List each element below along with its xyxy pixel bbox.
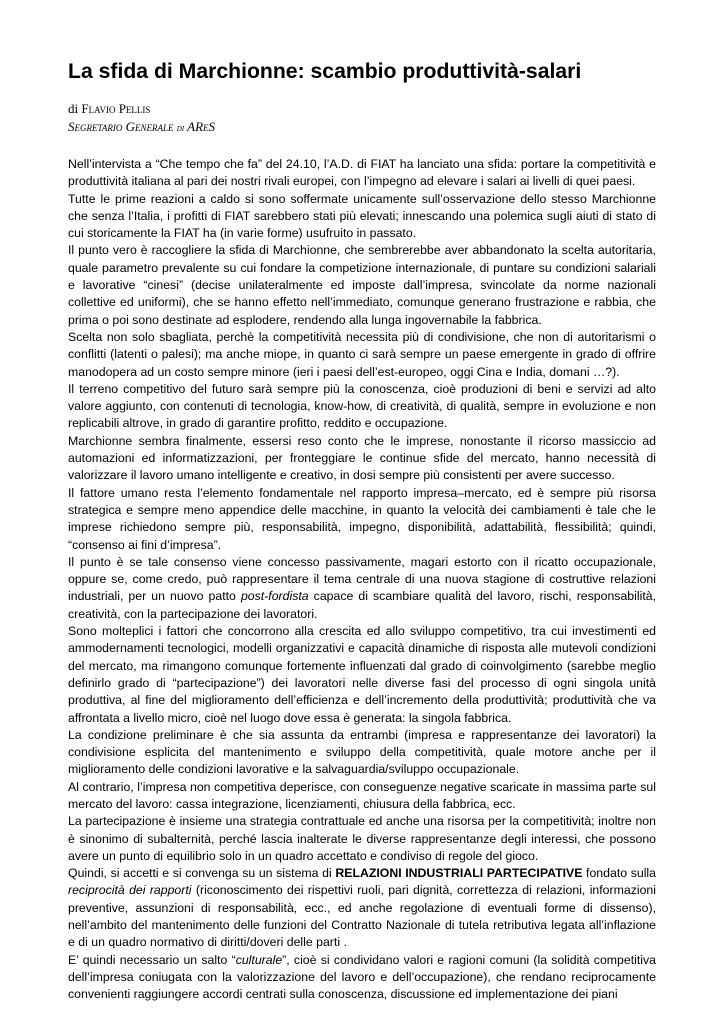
author-org: AReS bbox=[187, 119, 216, 134]
paragraph-14-text: E’ quindi necessario un salto “ bbox=[68, 952, 236, 967]
page-title: La sfida di Marchionne: scambio produttività-salari bbox=[68, 60, 582, 83]
paragraph-8-text-end: capace di scambiare qualità del lavoro, rischi, responsabilità, creatività, con la partecipazione dei lavoratori. bbox=[68, 589, 656, 621]
paragraph-11: Al contrario, l’impresa non competitiva deperisce, con conseguenze negative scaricate in massima parte sul mercato del lavoro: cassa integrazione, licenziamenti, chiusura della fabbrica, ecc. bbox=[68, 779, 656, 811]
paragraph-2: Tutte le prime reazioni a caldo si sono soffermate unicamente sull’osservazione dello stesso Marchionne che senza l’Italia, i profitti di FIAT sarebbero stati più elevati; innescando una polemica sugli aiuti di stato di cui storicamente la FIAT ha (in varie forme) usufruito in passato. bbox=[68, 191, 656, 241]
paragraph-10: La condizione preliminare è che sia assunta da entrambi (impresa e rappresentanze dei lavoratori) la condivisione esplicita del mantenimento e sviluppo della competitività, quale motore anche per il miglioramento delle condizioni lavorative e la salvaguardia/sviluppo occupazionale. bbox=[68, 727, 656, 777]
author-role bbox=[68, 118, 215, 138]
paragraph-12: La partecipazione è insieme una strategia contrattuale ed anche una risorsa per la competitività; inoltre non è sinonimo di subalternità, perché lascia inalterate le diverse rappresentanze degli interessi, che possono avere un punto di equilibrio solo in un quadro accettato e condiviso di regole del gioco. bbox=[68, 814, 656, 863]
paragraph-5: Il terreno competitivo del futuro sarà sempre più la conoscenza, cioè produzioni di beni e servizi ad alto valore aggiunto, con contenuti di tecnologia, know-how, di creatività, di qualità, sempre in evoluzione e non replicabili altrove, in grado di garantire profitto, reddito e occupazione. bbox=[68, 381, 656, 431]
paragraph-13 bbox=[68, 865, 656, 951]
author-role-text: Segretario Generale bbox=[68, 119, 174, 134]
paragraph-13-text: Quindi, si accetti e si convenga su un sistema di bbox=[68, 866, 336, 881]
paragraph-8-text: Il punto è se tale consenso viene concesso passivamente, magari estorto con il ricatto occupazionale, oppure se, come credo, può rappresentare il tema centrale di una nuova stagione di costruttive relazioni industriali, per un nuovo patto bbox=[68, 554, 656, 604]
article-body bbox=[68, 156, 656, 1004]
paragraph-9: Sono molteplici i fattori che concorrono alla crescita ed allo sviluppo competitivo, tra cui investimenti ed ammodernamenti tecnologici, modelli organizzativi e capacità dinamiche di risposta alle mutevoli condizioni del mercato, ma rimangono comunque fortemente influenzati dal grado di coinvolgimento (sarebbe meglio definirlo grado di “partecipazione”) dei lavoratori nelle diverse fasi del processo di ogni singola unità produttiva, al fine del miglioramento dell’efficienza e dell’incremento della produttività; produttività che va affrontata a livello micro, cioè nel luogo dove essa è generata: la singola fabbrica. bbox=[68, 624, 656, 725]
author-role-of: di bbox=[176, 123, 185, 134]
paragraph-13-strong: RELAZIONI INDUSTRIALI PARTECIPATIVE bbox=[335, 866, 583, 881]
paragraph-8 bbox=[68, 554, 656, 623]
paragraph-6: Marchionne sembra finalmente, essersi reso conto che le imprese, nonostante il ricorso massiccio ad automazioni ed informatizzazioni, per fronteggiare le continue sfide del mercato, hanno necessità di valorizzare il lavoro umano intelligente e creativo, in dosi sempre più consistenti per avere successo. bbox=[68, 433, 656, 483]
paragraph-4: Scelta non solo sbagliata, perchè la competitività necessita più di condivisione, che non di autoritarismi o conflitti (latenti o palesi); ma anche miope, in quanto ci sarà sempre un paese emergente in grado di offrire manodopera ad un costo sempre minore (ieri i paesi dell’est-europeo, oggi Cina e India, domani …?). bbox=[68, 329, 656, 379]
author-line bbox=[68, 100, 150, 118]
paragraph-14-text-end: ”, cioè si condividano valori e ragioni comuni (la solidità competitiva dell’impresa coniugata con la valorizzazione del lavoro e dell’occupazione), che rendano reciprocamente convenienti raggiungere accordi centrati sulla conoscenza, discussione ed implementazione dei piani bbox=[68, 952, 656, 1002]
paragraph-13-emphasis: reciprocità dei rapporti bbox=[68, 883, 192, 898]
author-name: Flavio Pellis bbox=[81, 101, 151, 116]
paragraph-14 bbox=[68, 952, 656, 1004]
author-prefix: di bbox=[68, 101, 79, 116]
paragraph-14-emphasis: culturale bbox=[235, 952, 283, 967]
paragraph-13-text-mid: fondato sulla bbox=[582, 866, 657, 881]
paragraph-3: Il punto vero è raccogliere la sfida di Marchionne, che sembrerebbe aver abbandonato la scelta autoritaria, quale parametro prevalente su cui fondare la competizione internazionale, di puntare su condizioni salariali e lavorative “cinesi” (decise unilateralmente ed imposte dall’impresa, svincolate da norme nazionali collettive ed uniformi), che se hanno effetto nell’immediato, comunque generano frustrazione e rabbia, che prima o poi sono destinate ad esplodere, rendendo alla lunga ingovernabile la fabbrica. bbox=[68, 243, 656, 327]
paragraph-8-emphasis: post-fordista bbox=[240, 589, 309, 604]
paragraph-1: Nell’intervista a “Che tempo che fa” del 24.10, l’A.D. di FIAT ha lanciato una sfida: portare la competitività e produttività italiana al pari dei nostri rivali europei, con l’impegno ad elevare i salari ai livelli di quei paesi. bbox=[68, 157, 656, 189]
paragraph-7: Il fattore umano resta l’elemento fondamentale nel rapporto impresa–mercato, ed è sempre più risorsa strategica e sempre meno appendice delle macchine, in quanto la velocità dei cambiamenti è tale che le imprese richiedono sempre più, responsabilità, impegno, disponibilità, adattabilità, flessibilità; quindi, “consenso ai fini d’impresa”. bbox=[68, 485, 656, 552]
paragraph-13-text-end: (riconoscimento dei rispettivi ruoli, pari dignità, correttezza di relazioni, informazioni preventive, assunzioni di responsabilità, ecc., ed anche regolazione di eventuali forme di dissenso), nell’ambito del mantenimento delle funzioni del Contratto Nazionale di tutela retributiva legata all’inflazione e di un quadro normativo di diritti/doveri delle parti . bbox=[68, 883, 656, 950]
